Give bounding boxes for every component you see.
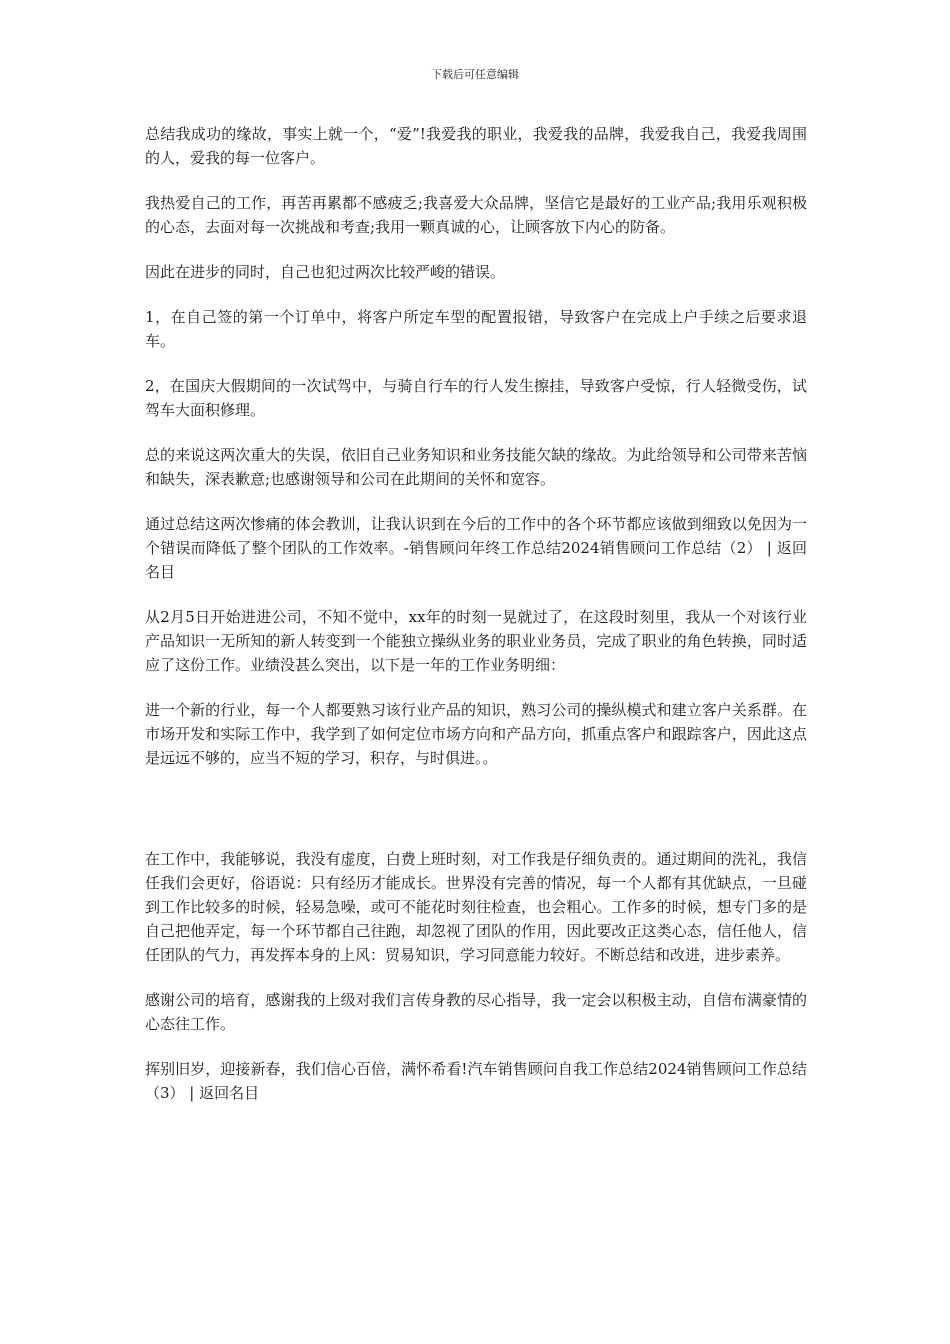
document-body: [145, 122, 807, 1126]
paragraph: 在工作中，我能够说，我没有虚度，白费上班时刻，对工作我是仔细负责的。通过期间的洗礼，我信任我们会更好，俗语说：只有经历才能成长。世界没有完善的情况，每一个人都有其优缺点，一旦碰到工作比较多的时候，轻易急噪，或可不能花时刻往检查，也会粗心。工作多的时候，想专门多的是自己把他弄定，每一个环节都自己往跑，却忽视了团队的作用，因此要改正这类心态，信任他人，信任团队的气力，再发挥本身的上风：贸易知识，学习同意能力较好。不断总结和改进，进步素养。: [145, 850, 807, 964]
paragraph: 挥别旧岁，迎接新春，我们信心百倍，满怀希看!汽车销售顾问自我工作总结2024销售顾问工作总结（3） | 返回名目: [145, 1060, 807, 1102]
paragraph: 因此在进步的同时，自己也犯过两次比较严峻的错误。: [145, 263, 506, 281]
paragraph: 2，在国庆大假期间的一次试驾中，与骑自行车的行人发生擦挂，导致客户受惊，行人轻微受伤，试驾车大面积修理。: [145, 377, 807, 419]
paragraph: 进一个新的行业，每一个人都要熟习该行业产品的知识，熟习公司的操纵模式和建立客户关系群。在市场开发和实际工作中，我学到了如何定位市场方向和产品方向，抓重点客户和跟踪客户，因此这点是远远不够的，应当不短的学习，积存，与时俱进。。: [145, 701, 807, 767]
paragraph: 1，在自己签的第一个订单中，将客户所定车型的配置报错，导致客户在完成上户手续之后要求退车。: [145, 308, 807, 350]
paragraph: 总结我成功的缘故，事实上就一个，“爱”!我爱我的职业，我爱我的品牌，我爱我自己，我爱我周围的人，爱我的每一位客户。: [145, 125, 807, 167]
paragraph: 从2月5日开始进进公司，不知不觉中，xx年的时刻一晃就过了，在这段时刻里，我从一个对该行业产品知识一无所知的新人转变到一个能独立操纵业务的职业业务员，完成了职业的角色转换，同时适应了这份工作。业绩没甚么突出，以下是一年的工作业务明细：: [145, 608, 807, 674]
paragraph: 感谢公司的培育，感谢我的上级对我们言传身教的尽心指导，我一定会以积极主动，自信布满豪情的心态往工作。: [145, 991, 807, 1033]
blank-space: [145, 791, 807, 847]
paragraph: 我热爱自己的工作，再苦再累都不感疲乏;我喜爱大众品牌，坚信它是最好的工业产品;我用乐观积极的心态，去面对每一次挑战和考查;我用一颗真诚的心，让顾客放下内心的防备。: [145, 194, 807, 236]
paragraph: 通过总结这两次惨痛的体会教训，让我认识到在今后的工作中的各个环节都应该做到细致以免因为一个错误而降低了整个团队的工作效率。-销售顾问年终工作总结2024销售顾问工作总结（2） | 返回名目: [145, 515, 807, 581]
paragraph: 总的来说这两次重大的失误，依旧自己业务知识和业务技能欠缺的缘故。为此给领导和公司带来苦恼和缺失，深表歉意;也感谢领导和公司在此期间的关怀和宽容。: [145, 446, 807, 488]
page-header: 下载后可任意编辑: [431, 68, 519, 81]
